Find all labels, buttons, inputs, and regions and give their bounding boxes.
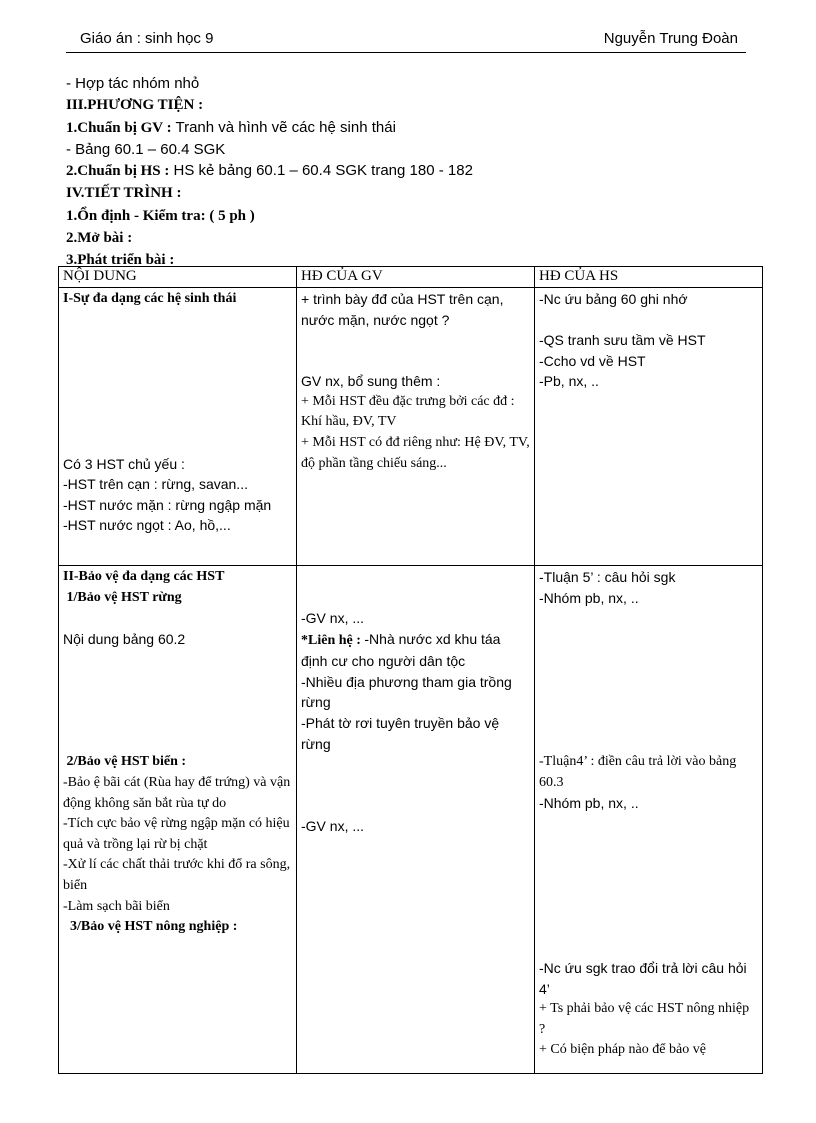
teacher-point: + Mỗi HST có đđ riêng như: Hệ ĐV, TV, độ phần tầng chiếu sáng... (301, 434, 530, 471)
summary-text: Có 3 HST chủ yếu : (63, 455, 185, 472)
section-title: I-Sự đa dạng các hệ sinh thái (63, 291, 237, 306)
teacher-cell (297, 288, 535, 566)
student-activity: -Nhóm pb, nx, .. (539, 795, 639, 812)
teacher-note (301, 629, 530, 672)
list-item: -Tích cực bảo vệ rừng ngập mặn có hiệu quả và trồng lại rừ bị chặt (63, 816, 290, 852)
list-item: -HST nước ngọt : Ao, hồ,... (63, 517, 231, 534)
header-subject: Giáo án : sinh học 9 (80, 30, 214, 47)
teacher-point: + Mỗi HST đều đặc trưng bởi các đđ : Khí hầu, ĐV, TV (301, 393, 515, 430)
content-cell (59, 566, 297, 1074)
teacher-comment: -GV nx, ... (301, 818, 365, 835)
content-cell (59, 288, 297, 566)
table-header-row (59, 267, 763, 288)
subsection-title: 2/Bảo vệ HST biển : (63, 754, 187, 770)
teacher-cell (297, 566, 535, 1074)
teacher-point: -Nhiều địa phương tham gia trồng rừng (301, 673, 512, 711)
student-activity: -Tluận 5’ : câu hỏi sgk (539, 569, 676, 585)
lesson-table (58, 266, 763, 1074)
section-title: II-Bảo vệ đa dạng các HST (63, 569, 225, 584)
note-text: -Nhà nước xd khu táa định cư cho người dân tộc (301, 630, 501, 670)
student-activity: -QS tranh sưu tầm về HST (539, 332, 706, 349)
list-item: -HST trên cạn : rừng, savan... (63, 476, 248, 493)
table-row (59, 566, 763, 1074)
table-row (59, 288, 763, 566)
list-item: -HST nước mặn : rừng ngập mặn (63, 496, 272, 513)
prep-teacher-text: Tranh và hình vẽ các hệ sinh thái (171, 118, 396, 136)
teacher-point: -Phát tờ rơi tuyên truyền bảo vệ rừng (301, 714, 500, 752)
prep-student-text: HS kẻ bảng 60.1 – 60.4 SGK trang 180 - 182 (169, 162, 473, 180)
student-activity: -Nhóm pb, nx, .. (539, 589, 639, 606)
subsection-text: Nội dung bảng 60.2 (63, 630, 186, 647)
step-1: 1.Ổn định - Kiểm tra: ( 5 ph ) (66, 207, 255, 224)
student-activity: -Nc ứu bảng 60 ghi nhớ (539, 291, 688, 307)
step-3: 3.Phát triển bài : (66, 252, 175, 269)
prep-teacher (66, 117, 756, 139)
teacher-comment: GV nx, bổ sung thêm : (301, 373, 441, 390)
page-header (66, 30, 746, 53)
student-activity: -Nc ứu sgk trao đổi trả lời câu hỏi 4’ (539, 959, 747, 997)
header-author: Nguyễn Trung Đoàn (603, 30, 738, 47)
student-activity: -Tluận4’ : điền câu trả lời vào bảng 60.3 (539, 754, 737, 790)
prep-teacher-line2: - Bảng 60.1 – 60.4 SGK (66, 140, 226, 158)
intro-line: - Hợp tác nhóm nhỏ (66, 75, 200, 92)
note-label: *Liên hệ : (301, 632, 365, 648)
section-heading (66, 94, 756, 116)
prep-student (66, 160, 756, 182)
lesson-intro (66, 73, 756, 272)
list-item: -Làm sạch bãi biển (63, 898, 170, 914)
prep-student-label: 2.Chuẩn bị HS : (66, 163, 170, 180)
prep-teacher-label: 1.Chuẩn bị GV : (66, 119, 172, 136)
student-activity: -Ccho vd về HST (539, 352, 646, 369)
subsection-title: 3/Bảo vệ HST nông nghiệp : (63, 919, 238, 935)
header-content: NỘI DUNG (59, 267, 297, 288)
student-cell (535, 288, 763, 566)
student-activity: + Ts phải bảo vệ các HST nông nhiệp ? (539, 1001, 750, 1037)
student-activity: + Có biện pháp nào để bảo vệ (539, 1042, 706, 1058)
student-cell (535, 566, 763, 1074)
section-means-title: III.PHƯƠNG TIỆN : (66, 97, 204, 114)
section-process-title: IV.TIẾT TRÌNH : (66, 185, 182, 202)
header-teacher: HĐ CỦA GV (297, 267, 535, 288)
list-item: -Bảo ệ bãi cát (Rùa hay để trứng) và vận động không săn bắt rùa tự do (63, 774, 291, 811)
subsection-title: 1/Bảo vệ HST rừng (63, 589, 182, 605)
list-item: -Xử lí các chất thải trước khi đổ ra sông, biển (63, 857, 291, 893)
student-activity: -Pb, nx, .. (539, 373, 599, 390)
teacher-question: + trình bày đđ của HST trên cạn, nước mặn, nước ngọt ? (301, 291, 504, 328)
teacher-comment: -GV nx, ... (301, 610, 365, 626)
step-2: 2.Mở bài : (66, 230, 133, 247)
header-student: HĐ CỦA HS (535, 267, 763, 288)
